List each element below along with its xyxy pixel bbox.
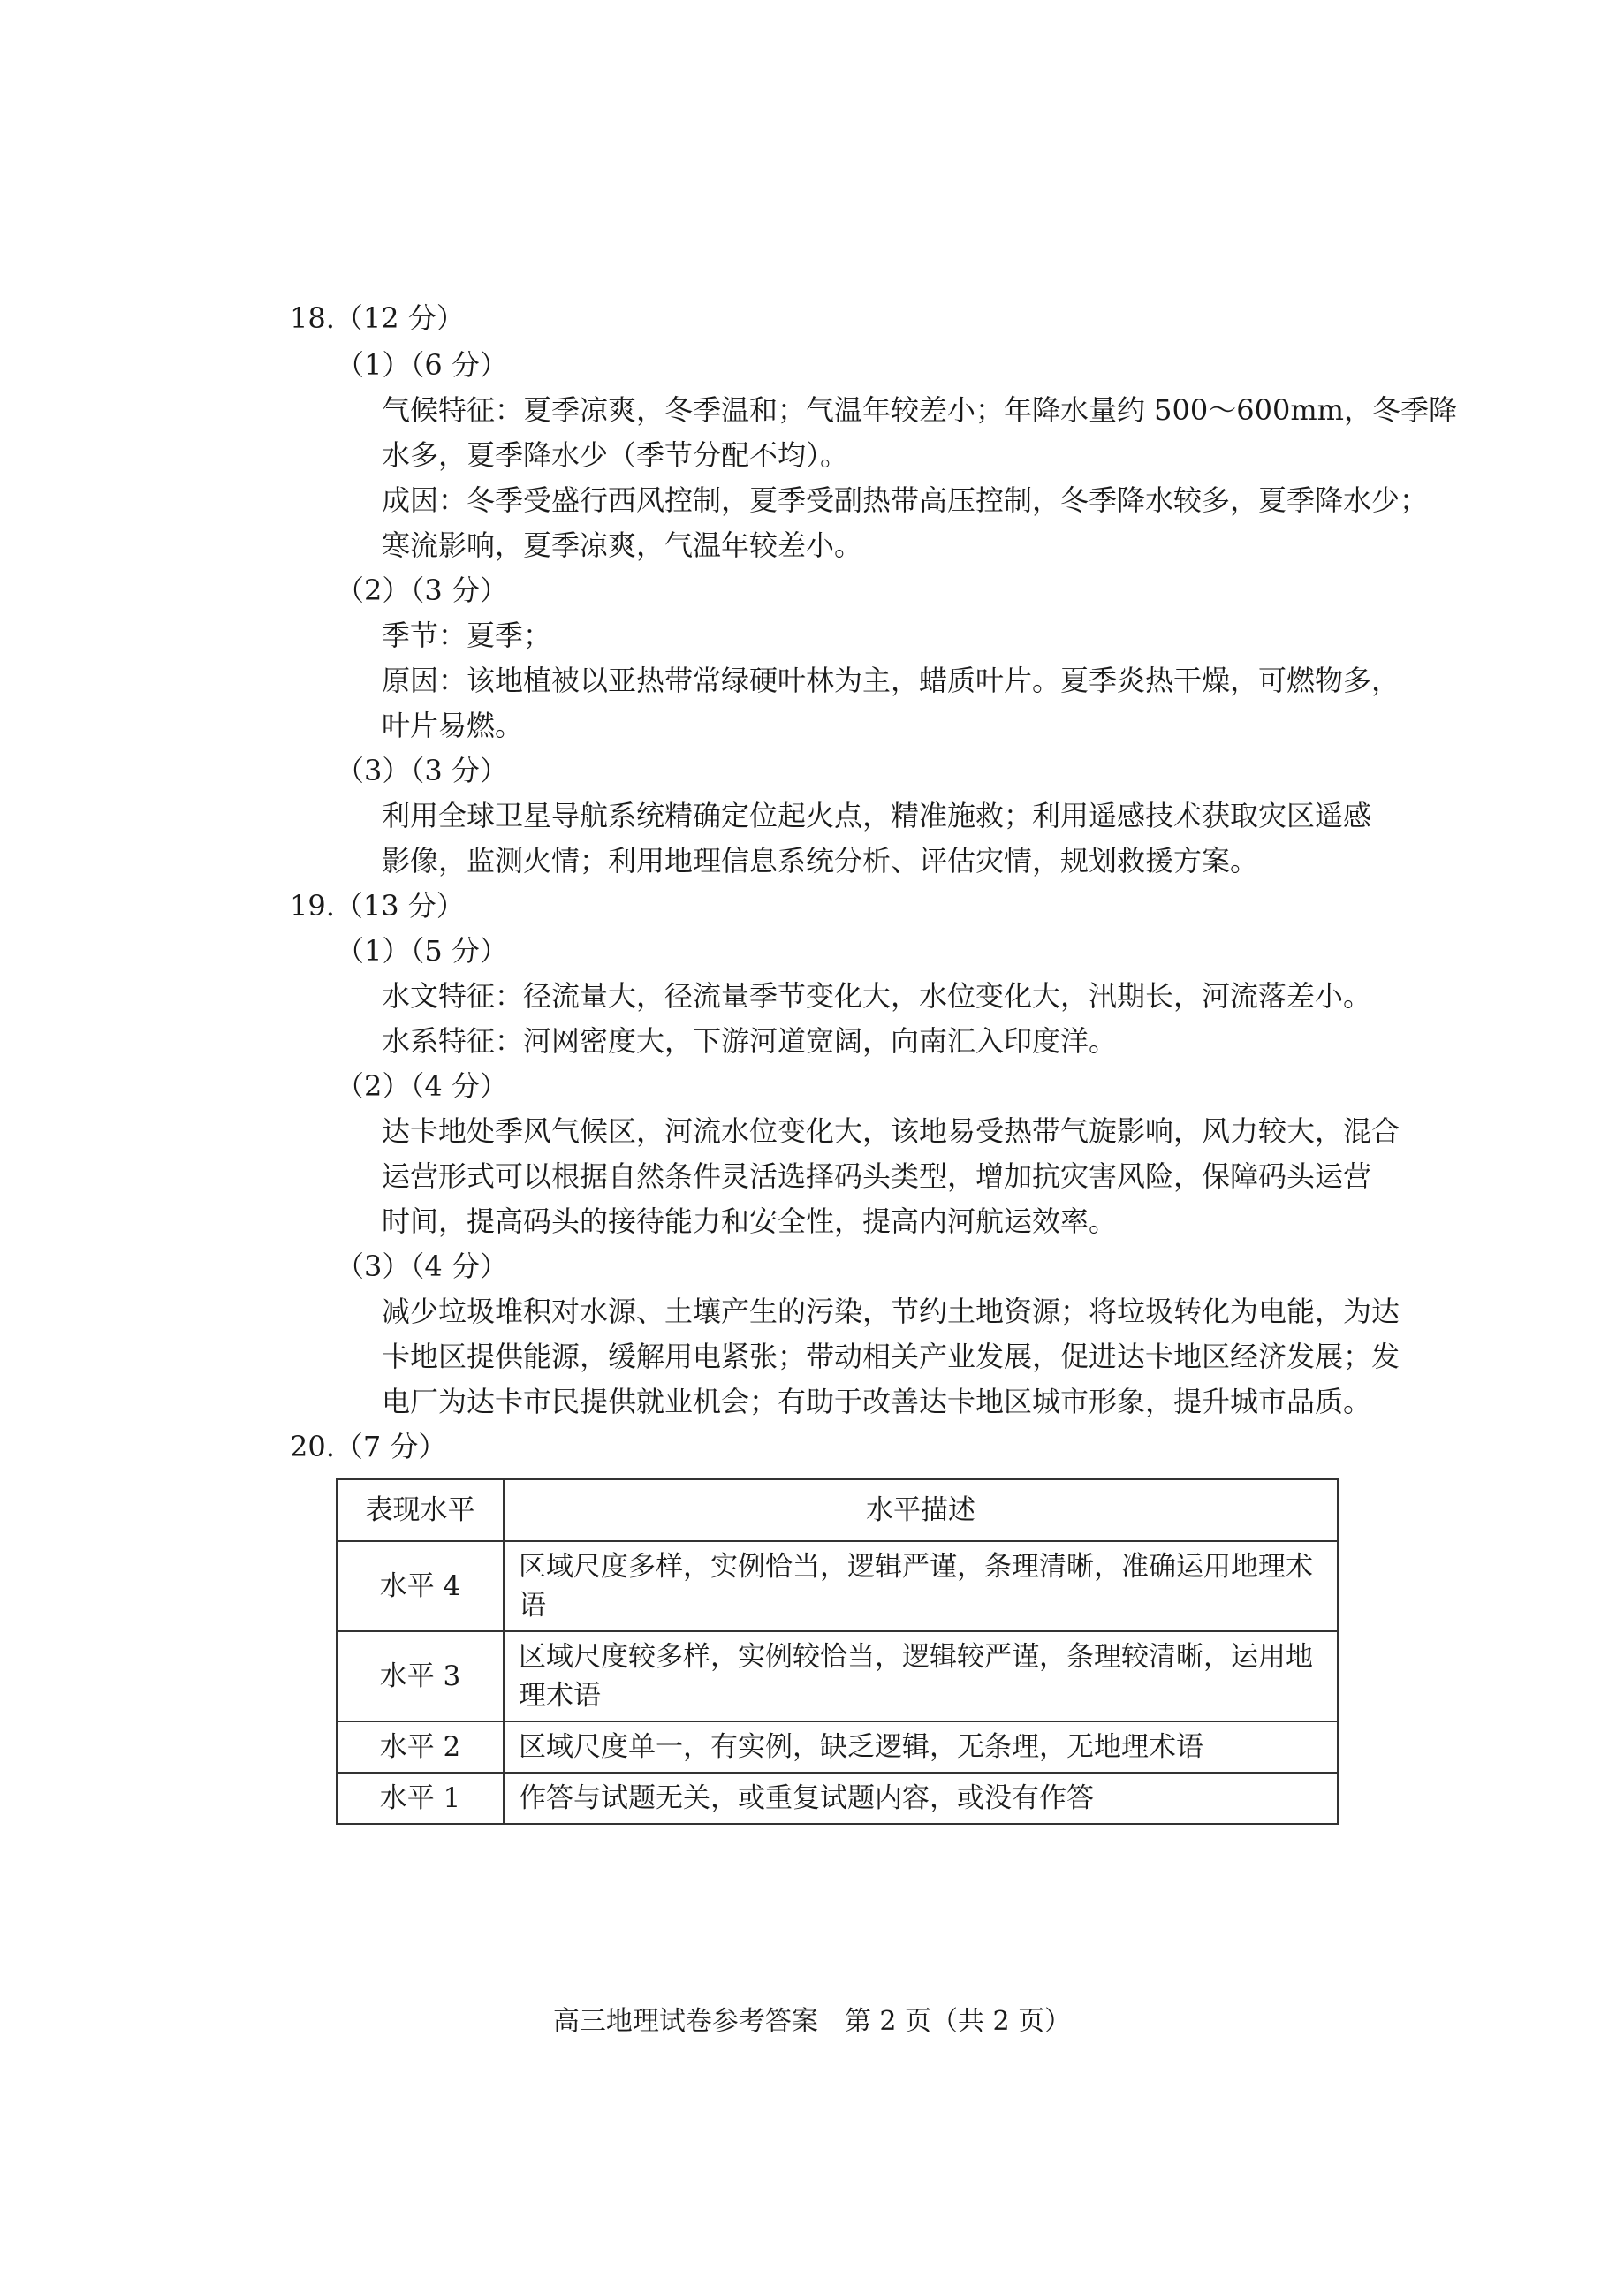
header-level: 表现水平 [337, 1479, 504, 1541]
table-header-row [337, 1479, 1338, 1541]
q18-part1-line3: 成因：冬季受盛行西风控制，夏季受副热带高压控制，冬季降水较多，夏季降水少； [382, 483, 1429, 517]
description-cell: 区域尺度单一，有实例，缺乏逻辑，无条理，无地理术语 [504, 1721, 1338, 1773]
level-cell: 水平 1 [337, 1773, 504, 1824]
q18-part2-line1: 季节：夏季； [382, 619, 552, 652]
description-cell: 区域尺度多样，实例恰当，逻辑严谨，条理清晰，准确运用地理术语 [504, 1541, 1338, 1631]
q18-part1-line2: 水多，夏季降水少（季节分配不均）。 [382, 438, 849, 472]
q18-part2-line2: 原因：该地植被以亚热带常绿硬叶林为主，蜡质叶片。夏季炎热干燥，可燃物多， [382, 664, 1400, 697]
q18-part3-line2: 影像，监测火情；利用地理信息系统分析、评估灾情，规划救援方案。 [382, 844, 1259, 877]
q19-part2-line3: 时间，提高码头的接待能力和安全性，提高内河航运效率。 [382, 1204, 1118, 1238]
level-cell: 水平 2 [337, 1721, 504, 1773]
q19-part3-title: （3）（4 分） [336, 1250, 508, 1283]
table-row [337, 1773, 1338, 1824]
level-cell: 水平 3 [337, 1631, 504, 1721]
table-row [337, 1631, 1338, 1721]
q18-part3-line1: 利用全球卫星导航系统精确定位起火点，精准施救；利用遥感技术获取灾区遥感 [382, 799, 1372, 832]
q18-part3-title: （3）（3 分） [336, 754, 508, 787]
description-cell: 区域尺度较多样，实例较恰当，逻辑较严谨，条理较清晰，运用地理术语 [504, 1631, 1338, 1721]
q19-part3-line2: 卡地区提供能源，缓解用电紧张；带动相关产业发展，促进达卡地区经济发展；发 [382, 1340, 1400, 1373]
q19-part3-line3: 电厂为达卡市民提供就业机会；有助于改善达卡地区城市形象，提升城市品质。 [382, 1385, 1372, 1418]
q19-part3-line1: 减少垃圾堆积对水源、土壤产生的污染，节约土地资源；将垃圾转化为电能，为达 [382, 1295, 1400, 1328]
q20-title: 20.（7 分） [290, 1430, 447, 1463]
q18-part2-line3: 叶片易燃。 [382, 709, 524, 742]
page-footer: 高三地理试卷参考答案 第 2 页（共 2 页） [552, 2006, 1072, 2037]
q19-part2-line1: 达卡地处季风气候区，河流水位变化大，该地易受热带气旋影响，风力较大，混合 [382, 1114, 1400, 1148]
q19-part2-title: （2）（4 分） [336, 1069, 508, 1103]
q19-part1-line1: 水文特征：径流量大，径流量季节变化大，水位变化大，汛期长，河流落差小。 [382, 979, 1372, 1013]
q18-part1-title: （1）（6 分） [336, 348, 508, 382]
q18-part1-line4: 寒流影响，夏季凉爽，气温年较差小。 [382, 528, 863, 562]
q19-part1-title: （1）（5 分） [336, 934, 508, 968]
table-row [337, 1541, 1338, 1631]
q19-part1-line2: 水系特征：河网密度大，下游河道宽阔，向南汇入印度洋。 [382, 1024, 1118, 1058]
level-cell: 水平 4 [337, 1541, 504, 1631]
level-table [336, 1478, 1339, 1825]
q18-part2-title: （2）（3 分） [336, 574, 508, 607]
q19-title: 19.（13 分） [290, 889, 465, 923]
table-row [337, 1721, 1338, 1773]
q18-part1-line1: 气候特征：夏季凉爽，冬季温和；气温年较差小；年降水量约 500～600mm，冬季降 [382, 393, 1458, 427]
description-cell: 作答与试题无关，或重复试题内容，或没有作答 [504, 1773, 1338, 1824]
header-description: 水平描述 [504, 1479, 1338, 1541]
q18-title: 18.（12 分） [290, 301, 465, 335]
q19-part2-line2: 运营形式可以根据自然条件灵活选择码头类型，增加抗灾害风险，保障码头运营 [382, 1159, 1372, 1193]
